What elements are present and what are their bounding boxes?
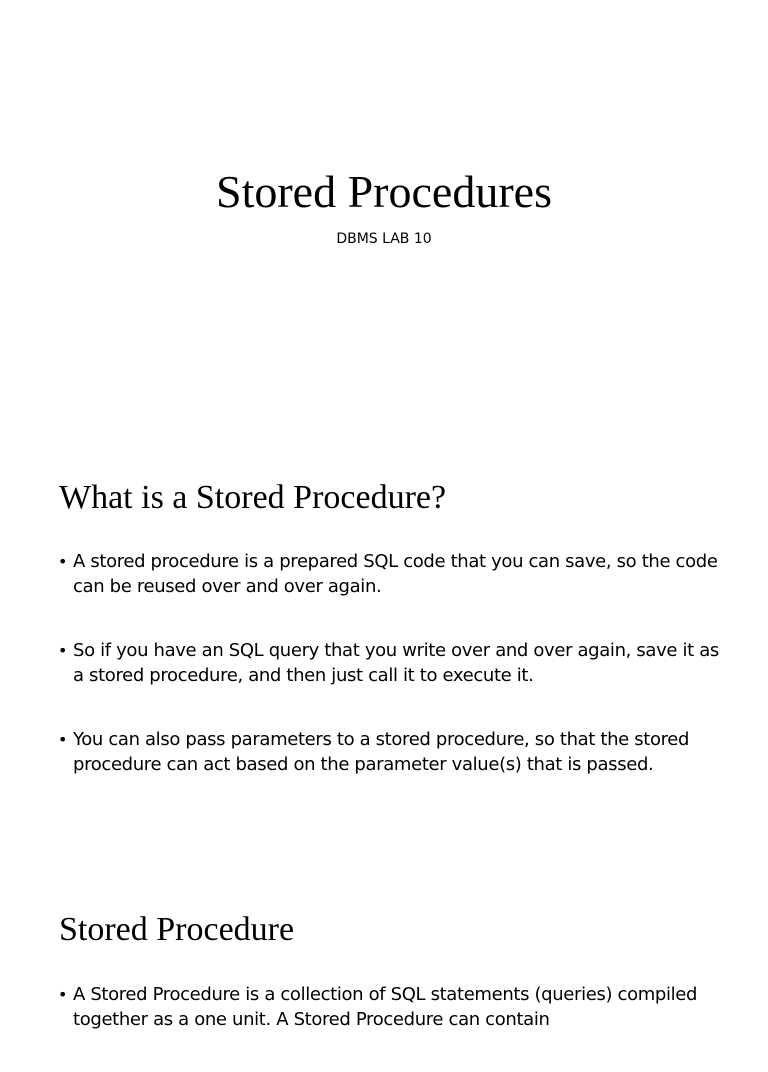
bullet-text: So if you have an SQL query that you write over and over again, save it as a stored procedure, and then just call it to execute it.	[73, 640, 719, 686]
bullet-item	[58, 639, 728, 688]
bullet-list	[58, 983, 728, 1072]
bullet-list	[58, 550, 728, 817]
bullet-marker: •	[58, 641, 68, 660]
slide-heading: Stored Procedure	[59, 911, 295, 948]
bullet-item	[58, 983, 728, 1032]
presentation-title: Stored Procedures	[216, 166, 552, 217]
bullet-marker: •	[58, 552, 68, 571]
bullet-text: A stored procedure is a prepared SQL code that you can save, so the code can be reused over and over again.	[73, 551, 718, 597]
bullet-text: You can also pass parameters to a stored procedure, so that the stored procedure can act based on the parameter value(s) that is passed.	[73, 729, 690, 775]
slide-stored-procedure	[0, 864, 768, 1030]
bullet-item	[58, 550, 728, 599]
bullet-text: A Stored Procedure is a collection of SQL statements (queries) compiled together as a one unit. A Stored Procedure can contain	[73, 984, 698, 1030]
bullet-marker: •	[58, 985, 68, 1004]
slide-heading: What is a Stored Procedure?	[59, 479, 447, 516]
bullet-item	[58, 728, 728, 777]
presentation-subtitle: DBMS LAB 10	[336, 231, 432, 247]
bullet-marker: •	[58, 730, 68, 749]
slide-what-is-stored-procedure	[0, 432, 768, 864]
title-slide	[0, 0, 768, 432]
